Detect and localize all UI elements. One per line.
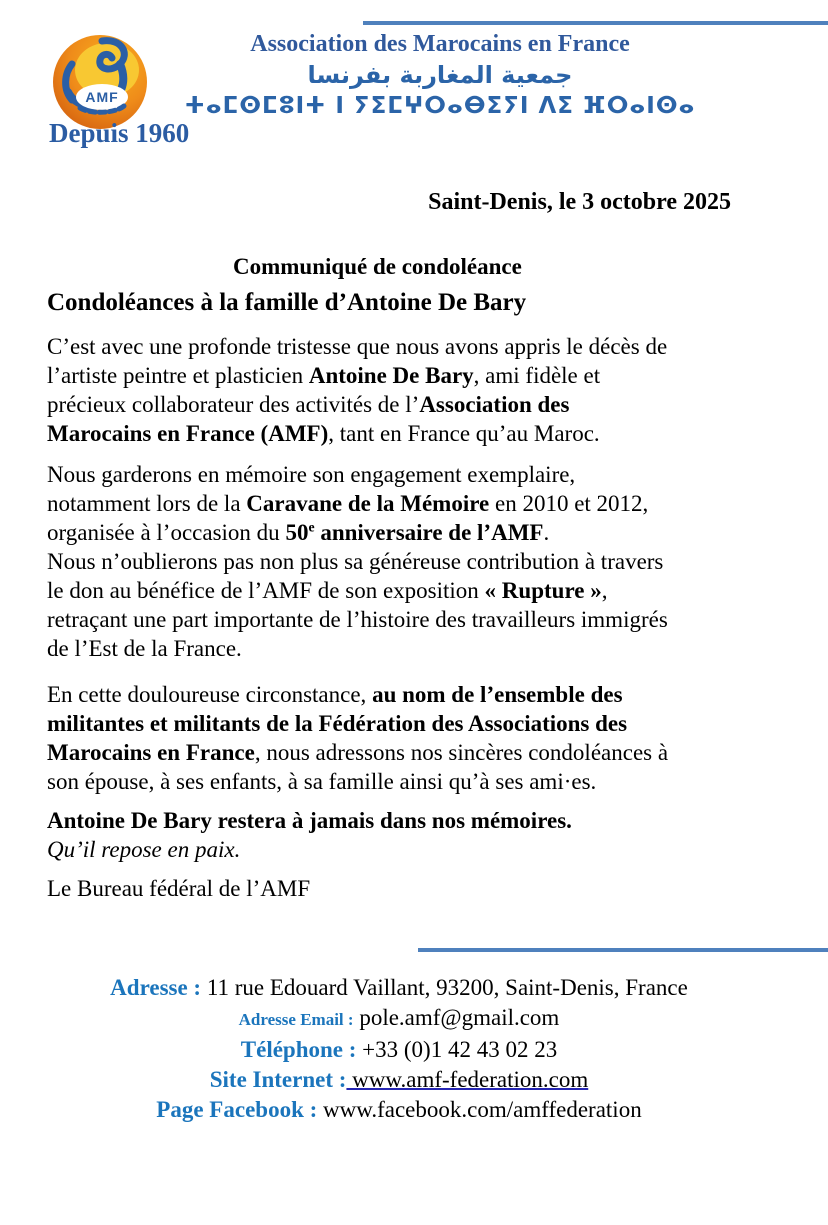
facebook-label: Page Facebook : xyxy=(156,1097,318,1122)
date-place-line: Saint-Denis, le 3 octobre 2025 xyxy=(428,189,731,215)
paragraph: C’est avec une profonde tristesse que nous avons appris le décès de l’artiste peintre et plasticien Antoine De Bary, ami fidèle et précieux collaborateur des activités de l’Association des Marocains en France (AMF), tant en France qu’au Maroc. xyxy=(47,334,668,446)
paragraph: Le Bureau fédéral de l’AMF xyxy=(47,876,311,901)
logo-amf-text: AMF xyxy=(85,89,119,105)
communique-title: Communiqué de condoléance xyxy=(233,254,522,279)
org-name-french: Association des Marocains en France xyxy=(250,31,630,57)
email-label: Adresse Email : xyxy=(238,1010,354,1029)
footer-line-phone xyxy=(8,1036,790,1064)
letterhead xyxy=(120,30,760,121)
footer-accent-line xyxy=(418,948,828,952)
email-value: pole.amf@gmail.com xyxy=(353,1005,560,1030)
phone-label: Téléphone : xyxy=(240,1037,357,1062)
org-name-tifinagh: ⵜⴰⵎⵙⵎⵓⵏⵜ ⵏ ⵢⵉⵎⵖⵔⴰⴱⵉⵢⵏ ⴷⵉ ⴼⵔⴰⵏⵙⴰ xyxy=(184,93,696,119)
footer-line-email xyxy=(8,1004,790,1034)
paragraph: Nous garderons en mémoire son engagement exemplaire, notamment lors de la Caravane de la Mémoire en 2010 et 2012, organisée à l’occasion du 50e anniversaire de l’AMF. xyxy=(47,462,649,545)
footer-line-website xyxy=(8,1066,790,1094)
paragraph: Nous n’oublierons pas non plus sa généreuse contribution à travers le don au bénéfice de l’AMF de son exposition « Rupture », retraçant une part importante de l’histoire des travailleurs immigrés de l’Est de la France. xyxy=(47,549,668,661)
footer-line-address xyxy=(8,974,790,1002)
footer-line-facebook xyxy=(8,1096,790,1124)
address-label: Adresse : xyxy=(110,975,202,1000)
address-value: 11 rue Edouard Vaillant, 93200, Saint-Denis, France xyxy=(201,975,688,1000)
phone-value: +33 (0)1 42 43 02 23 xyxy=(356,1037,558,1062)
since-1960-label: Depuis 1960 xyxy=(49,118,190,148)
paragraph: Qu’il repose en paix. xyxy=(47,837,241,862)
header-accent-line xyxy=(363,21,828,25)
contact-footer xyxy=(8,972,790,1126)
condolences-heading: Condoléances à la famille d’Antoine De Bary xyxy=(47,289,527,316)
body-paragraphs xyxy=(0,332,828,903)
paragraph: Antoine De Bary restera à jamais dans nos mémoires. xyxy=(47,808,572,833)
website-label: Site Internet : xyxy=(209,1067,347,1092)
org-name-arabic: جمعية المغاربة بفرنسا xyxy=(307,61,573,89)
facebook-value: www.facebook.com/amffederation xyxy=(317,1097,642,1122)
paragraph: En cette douloureuse circonstance, au nom de l’ensemble des militantes et militants de la Fédération des Associations des Marocains en France, nous adressons nos sincères condoléances à son épouse, à ses enfants, à sa famille ainsi qu’à ses ami·es. xyxy=(47,682,669,794)
website-value-link[interactable]: www.amf-federation.com xyxy=(346,1067,589,1092)
